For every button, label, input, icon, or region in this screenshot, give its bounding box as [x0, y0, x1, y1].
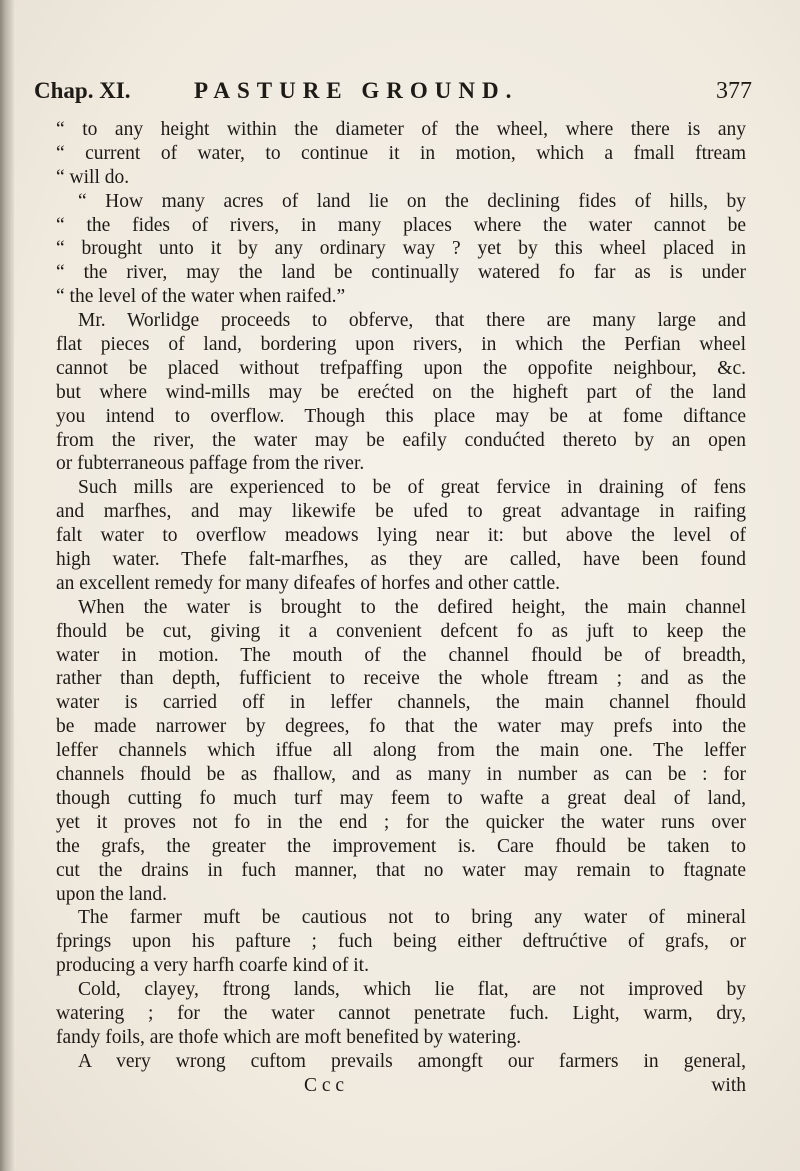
- text-line: “ will do.: [56, 166, 130, 188]
- text-line: Cold, clayey, ftrong lands, which lie flat, are not improved by: [78, 979, 746, 1001]
- body-text: [56, 118, 746, 1098]
- text-line: or fubterraneous paffage from the river.: [56, 453, 365, 475]
- text-line: high water. Thefe falt-marfhes, as they are called, have been found: [56, 549, 746, 571]
- text-line: cannot be placed without trefpaffing upon the oppofite neighbour, &c.: [56, 357, 746, 379]
- text-line: water in motion. The mouth of the channel fhould be of breadth,: [56, 644, 746, 666]
- text-line: The farmer muft be cautious not to bring any water of mineral: [78, 907, 746, 929]
- text-line: fhould be cut, giving it a convenient defcent fo as juft to keep the: [56, 620, 746, 642]
- text-line: you intend to overflow. Though this place may be at fome diftance: [56, 405, 746, 427]
- text-line: but where wind-mills may be erećted on the higheft part of the land: [56, 381, 746, 403]
- text-line: flat pieces of land, bordering upon rivers, in which the Perfian wheel: [56, 334, 746, 356]
- text-line: fprings upon his pafture ; fuch being either deftrućtive of grafs, or: [56, 931, 746, 953]
- text-line: producing a very harfh coarfe kind of it.: [56, 955, 369, 977]
- text-line: channels fhould be as fhallow, and as many in number as can be : for: [56, 764, 746, 786]
- text-line: fandy foils, are thofe which are moft benefited by watering.: [56, 1026, 522, 1048]
- text-line: cut the drains in fuch manner, that no water may remain to ftagnate: [56, 859, 746, 881]
- text-line: leffer channels which iffue all along from the main one. The leffer: [56, 740, 746, 762]
- text-line: watering ; for the water cannot penetrate fuch. Light, warm, dry,: [56, 1002, 746, 1024]
- chapter-label: Chap. XI.: [34, 78, 131, 103]
- page-footer: [56, 1074, 746, 1098]
- text-line: “ How many acres of land lie on the declining fides of hills, by: [78, 190, 746, 212]
- text-line: from the river, the water may be eafily condućted thereto by an open: [56, 429, 746, 451]
- text-line: water is carried off in leffer channels, the main channel fhould: [56, 692, 746, 714]
- text-line: and marfhes, and may likewife be ufed to great advantage in raifing: [56, 501, 746, 523]
- text-line: When the water is brought to the defired height, the main channel: [78, 596, 746, 618]
- text-line: “ the river, may the land be continually watered fo far as is under: [56, 262, 746, 284]
- text-line: Mr. Worlidge proceeds to obferve, that there are many large and: [78, 310, 746, 332]
- running-title: PASTURE GROUND.: [194, 78, 519, 103]
- page-binding-edge: [0, 0, 14, 1171]
- text-line: A very wrong cuftom prevails amongft our farmers in general,: [78, 1050, 746, 1072]
- text-line: upon the land.: [56, 883, 168, 905]
- page-number: 377: [716, 78, 752, 104]
- text-line: “ the level of the water when raifed.”: [56, 286, 346, 308]
- text-line: be made narrower by degrees, fo that the water may prefs into the: [56, 716, 746, 738]
- text-line: “ current of water, to continue it in motion, which a fmall ftream: [56, 142, 746, 164]
- text-line: “ to any height within the diameter of the wheel, where there is any: [56, 119, 746, 140]
- text-line: rather than depth, fufficient to receive the whole ftream ; and as the: [56, 668, 746, 690]
- text-line: the grafs, the greater the improvement is. Care fhould be taken to: [56, 835, 746, 857]
- text-line: “ brought unto it by any ordinary way ? yet by this wheel placed in: [56, 238, 746, 260]
- text-line: an excellent remedy for many difeafes of horfes and other cattle.: [56, 572, 561, 594]
- catchword: with: [711, 1074, 746, 1096]
- text-line: though cutting fo much turf may feem to wafte a great deal of land,: [56, 787, 746, 809]
- text-line: “ the fides of rivers, in many places where the water cannot be: [56, 214, 746, 236]
- text-line: falt water to overflow meadows lying near it: but above the level of: [56, 525, 746, 547]
- text-line: Such mills are experienced to be of great fervice in draining of fens: [78, 477, 746, 499]
- signature-mark: C c c: [304, 1074, 345, 1096]
- running-header: [34, 78, 752, 112]
- text-line: yet it proves not fo in the end ; for the quicker the water runs over: [56, 811, 746, 833]
